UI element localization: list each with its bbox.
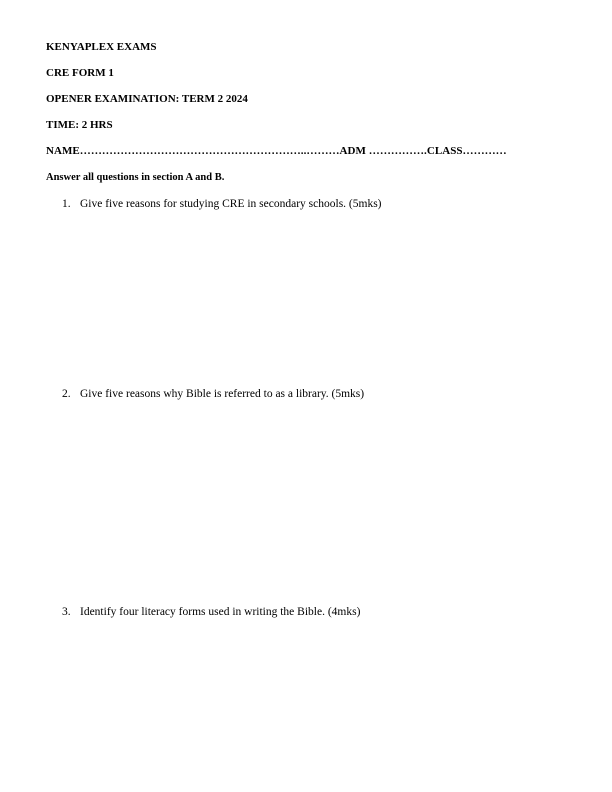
question-item [62, 197, 382, 211]
question-item [62, 605, 360, 619]
question-number: 2. [62, 388, 71, 400]
question-item [62, 387, 364, 401]
subject-form: CRE FORM 1 [46, 67, 114, 79]
exam-duration: TIME: 2 HRS [46, 119, 113, 131]
question-number: 1. [62, 198, 71, 210]
exam-title: OPENER EXAMINATION: TERM 2 2024 [46, 93, 248, 105]
exam-instruction: Answer all questions in section A and B. [46, 172, 225, 183]
question-text: Give five reasons for studying CRE in secondary schools. (5mks) [80, 198, 382, 210]
question-text: Identify four literacy forms used in writing the Bible. (4mks) [80, 606, 361, 618]
student-details-line: NAME……………………………………………………..………ADM …………….CLASS………… [46, 145, 507, 157]
question-text: Give five reasons why Bible is referred to as a library. (5mks) [80, 388, 365, 400]
school-name: KENYAPLEX EXAMS [46, 41, 157, 53]
question-number: 3. [62, 606, 71, 618]
